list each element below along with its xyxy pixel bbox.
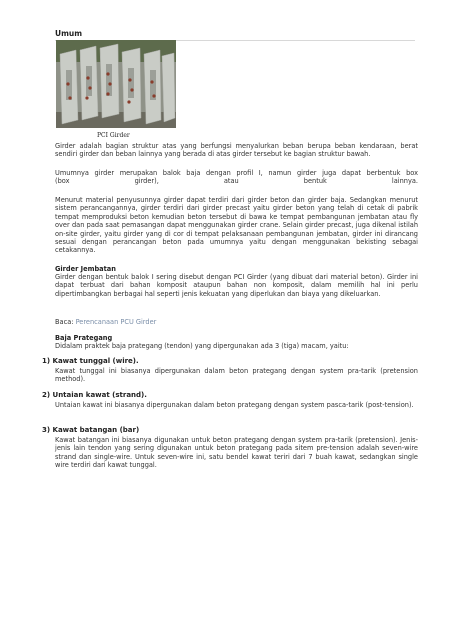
paragraph-pci-girder: Girder dengan bentuk balok I sering disebut dengan PCI Girder (yang dibuat dari material beton). Girder ini dapat terbuat dari bahan komposit ataupun bahan non komposit, dalam memilih hal ini perlu dipertimbangkan berbagai hal seperti jenis kekuatan yang diperlukan dan biaya yang dikeluarkan.	[55, 273, 418, 298]
baca-label: Baca:	[55, 318, 74, 326]
paragraph-shape	[55, 169, 418, 186]
list-item-1-text: Kawat tunggal ini biasanya dipergunakan dalam beton prategang dengan system pra-tarik (pretension method).	[55, 367, 418, 384]
list-item-2-number: 2)	[42, 391, 51, 399]
heading-baja-prategang: Baja Prategang	[55, 334, 113, 342]
baca-link[interactable]: Perencanaan PCU Girder	[75, 318, 157, 326]
baca-line	[55, 318, 418, 326]
paragraph-material: Menurut material penyusunnya girder dapat terdiri dari girder beton dan girder baja. Sedangkan menurut sistem perancangannya, girder terdiri dari girder precast yaitu girder beton yang telah di cetak di pabrik tempat memproduksi beton kemudian beton tersebut di bawa ke tempat pembangunan jembatan atau fly over dan pada saat pemasangan dapat menggunakan girder crane. Selain girder precast, juga dikenal istilah on-site girder, yaitu girder yang di cor di tempat pelaksanaan pembangunan jembatan, girder ini dirancang sesuai dengan perancangan beton pada umumnya yaitu dengan menggunakan bekisting sebagai cetakannya.	[55, 196, 418, 255]
paragraph-tendon-intro: Didalam praktek baja prategang (tendon) yang dipergunakan ada 3 (tiga) macam, yaitu:	[55, 342, 349, 350]
list-item-2-text: Untaian kawat ini biasanya dipergunakan dalam beton prategang dengan system pasca-tarik (post-tension).	[55, 401, 414, 409]
list-item-1-title: Kawat tunggal (wire).	[52, 357, 139, 365]
list-item-3-text: Kawat batangan ini biasanya digunakan untuk beton prategang dengan system pra-tarik (pretension). Jenis-jenis lain tendon yang sering digunakan untuk beton prategang pada sitem pre-tension adalah seven-wire strand dan single-wire. Untuk seven-wire ini, satu bendel kawat teriri dari 7 buah kawat, sedangkan single wire terdiri dari kawat tunggal.	[55, 436, 418, 470]
list-item-2-heading	[42, 391, 147, 399]
figure-caption: PCI Girder	[97, 132, 130, 139]
paragraph-shape-line1: Umumnya girder merupakan balok baja dengan profil I, namun girder juga dapat berbentuk box	[55, 169, 418, 177]
list-item-3-number: 3)	[42, 426, 51, 434]
list-item-1-heading	[42, 357, 139, 365]
paragraph-shape-line2: (box girder), atau bentuk lainnya.	[55, 177, 418, 186]
section-title: Umum	[55, 29, 83, 38]
list-item-2-title: Untaian kawat (strand).	[52, 391, 147, 399]
list-item-1-number: 1)	[42, 357, 51, 365]
list-item-3-title: Kawat batangan (bar)	[52, 426, 140, 434]
list-item-3-heading	[42, 426, 139, 434]
pci-girder-photo	[56, 40, 176, 128]
heading-girder-jembatan: Girder Jembatan	[55, 265, 116, 273]
paragraph-definition: Girder adalah bagian struktur atas yang berfungsi menyalurkan beban berupa beban kendaraan, berat sendiri girder dan beban lainnya yang berada di atas girder tersebut ke bagian struktur bawah.	[55, 142, 418, 159]
